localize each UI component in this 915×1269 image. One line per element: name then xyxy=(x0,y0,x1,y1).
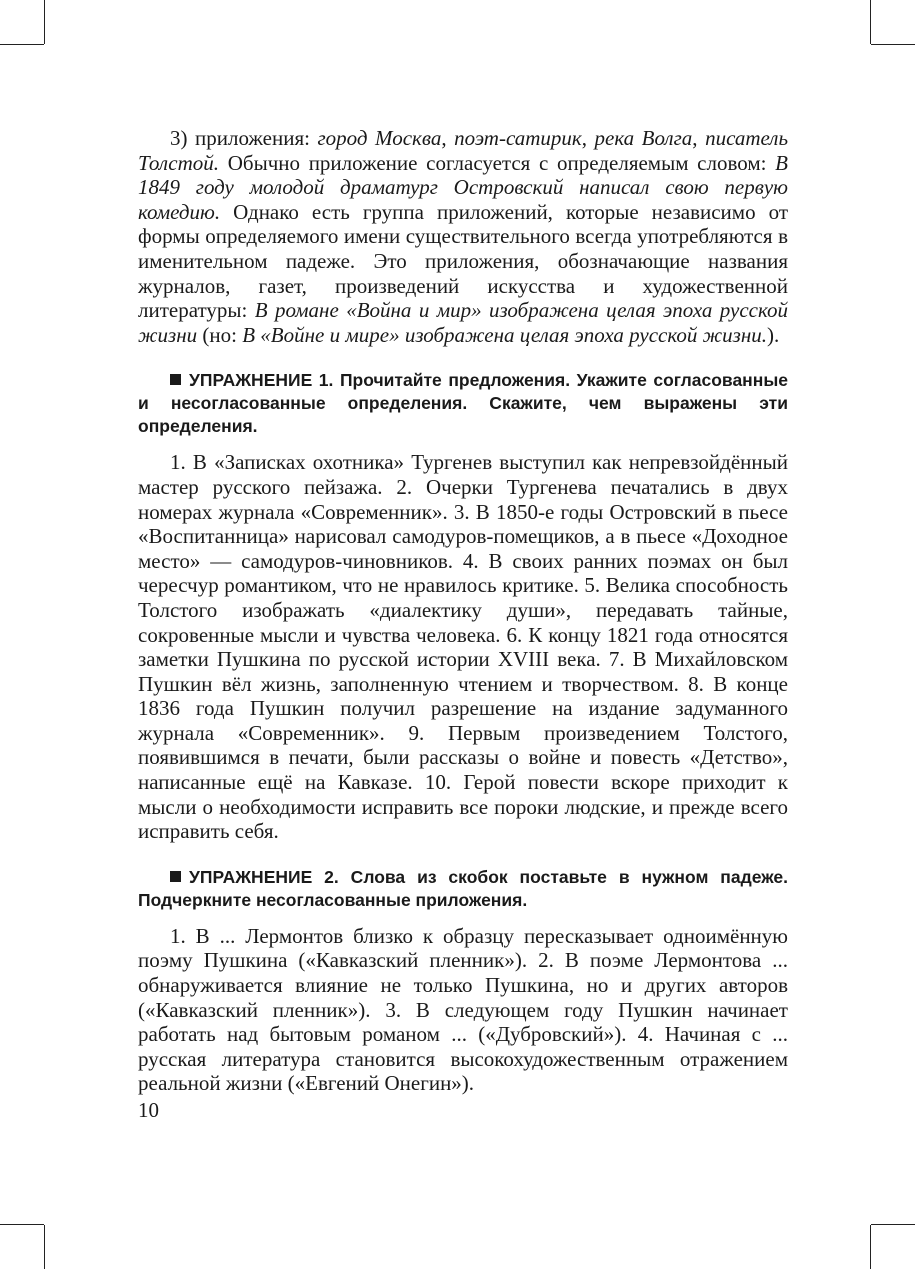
square-bullet-icon xyxy=(170,374,181,385)
example-italic: В «Войне и мире» изображена целая эпоха русской жизни. xyxy=(242,322,768,347)
exercise-2-heading xyxy=(138,866,788,912)
example-italic: В 1849 году молодой драматург Островский написал свою первую комедию. xyxy=(138,150,788,224)
crop-mark xyxy=(870,1225,871,1269)
crop-mark xyxy=(44,0,45,44)
square-bullet-icon xyxy=(170,871,181,882)
crop-mark xyxy=(870,0,871,44)
exercise-2-text: 1. В ... Лермонтов близко к образцу пересказывает одноимённую поэму Пушкина («Кавказский пленник»). 2. В поэме Лермонтова ... обнаруживается влияние не только Пушкина, но и других авторов («Кавказский пленник»). 3. В следующем году Пушкин начинает работать над бытовым романом ... («Дубровский»). 4. Начиная с ... русская литература становится высокохудожественным отражением реальной жизни («Евгений Онегин»). xyxy=(138,923,788,1096)
exercise-1-heading xyxy=(138,369,788,438)
crop-mark xyxy=(871,44,915,45)
intro-text: (но: xyxy=(197,322,243,347)
intro-paragraph xyxy=(138,126,788,347)
crop-mark xyxy=(871,1224,915,1225)
intro-text: ). xyxy=(767,322,780,347)
page-number: 10 xyxy=(138,1098,159,1122)
crop-mark xyxy=(0,44,44,45)
example-italic: река Волга xyxy=(594,126,693,150)
exercise-2-heading-text: УПРАЖНЕНИЕ 2. Слова из скобок поставьте в нужном падеже. Подчеркните несогласованные приложения. xyxy=(138,866,788,910)
intro-text: , xyxy=(692,126,706,150)
intro-text: Однако есть группа приложений, которые независимо от формы определяемого имени существительного всегда употребляются в именительном падеже. Это приложения, обозначающие названия журналов, газет, произведений искусства и художественной литературы: xyxy=(138,199,788,323)
crop-mark xyxy=(0,1224,44,1225)
exercise-1-heading-text: УПРАЖНЕНИЕ 1. Прочитайте предложения. Укажите согласованные и несогласованные определения. Скажите, чем выражены эти определения. xyxy=(138,370,788,437)
example-italic: писатель Толстой. xyxy=(138,126,789,175)
example-italic: город Москва xyxy=(317,126,442,150)
example-italic: поэт-сатирик xyxy=(454,126,582,150)
intro-text: 3) приложения: xyxy=(170,126,318,150)
example-italic: В романе «Война и мир» изображена целая эпоха русской жизни xyxy=(138,298,788,347)
intro-text: Обычно приложение согласуется с определяемым словом: xyxy=(219,150,776,175)
exercise-1-text: 1. В «Записках охотника» Тургенев выступил как непревзойдённый мастер русского пейзажа. 2. Очерки Тургенева печатались в двух номерах журнала «Современник». 3. В 1850-е годы Островский в пьесе «Воспитанница» нарисовал самодуров-помещиков, а в пьесе «Доходное место» — самодуров-чиновников. 4. В своих ранних поэмах он был чересчур романтиком, что не нравилось критике. 5. Велика способность Толстого изображать «диалектику души», передавать тайные, сокровенные мысли и чувства человека. 6. К концу 1821 года относятся заметки Пушкина по русской истории XVIII века. 7. В Михайловском Пушкин вёл жизнь, заполненную чтением и творчеством. 8. В конце 1836 года Пушкин получил разрешение на издание задуманного журнала «Современник». 9. Первым произведением Толстого, появившимся в печати, были рассказы о войне и повесть «Детство», написанные ещё на Кавказе. 10. Герой повести вскоре приходит к мысли о необходимости исправить все пороки людские, и прежде всего исправить себя. xyxy=(138,450,788,844)
intro-text: , xyxy=(581,126,595,150)
crop-mark xyxy=(44,1225,45,1269)
intro-text: , xyxy=(441,126,455,150)
page-content xyxy=(138,126,788,1096)
